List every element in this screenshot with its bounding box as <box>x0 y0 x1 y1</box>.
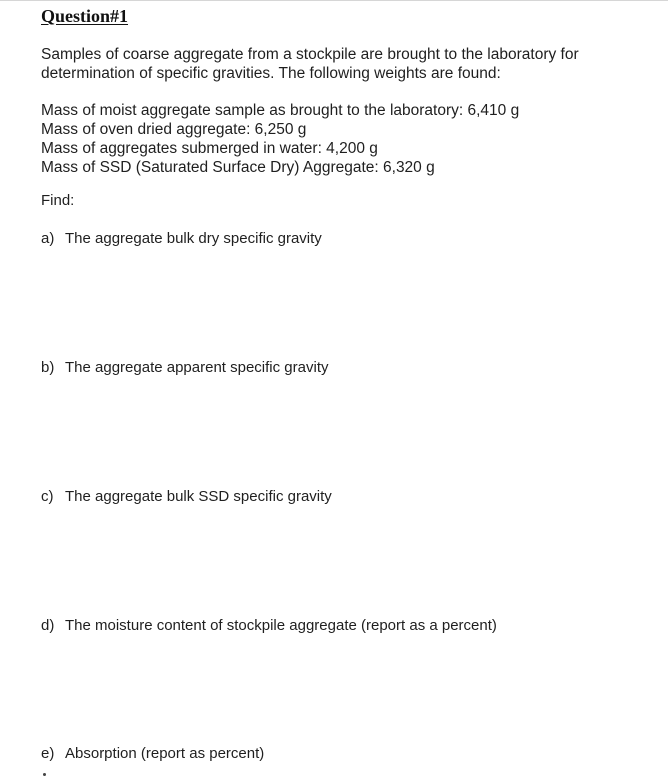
given-submerged-mass: Mass of aggregates submerged in water: 4,200 g <box>41 140 378 157</box>
question-b-letter: b) <box>41 359 55 376</box>
question-d-text: The moisture content of stockpile aggregate (report as a percent) <box>65 617 497 634</box>
question-c-letter: c) <box>41 488 54 505</box>
question-c-text: The aggregate bulk SSD specific gravity <box>65 488 332 505</box>
given-masses-list <box>41 101 641 177</box>
top-divider <box>0 0 668 1</box>
problem-intro: Samples of coarse aggregate from a stockpile are brought to the laboratory for determination of specific gravities. The following weights are found: <box>41 46 579 82</box>
question-heading: Question#1 <box>41 6 129 26</box>
question-a <box>41 230 322 247</box>
question-a-text: The aggregate bulk dry specific gravity <box>65 230 322 247</box>
question-d-letter: d) <box>41 617 55 634</box>
question-a-letter: a) <box>41 230 55 247</box>
question-c <box>41 488 332 505</box>
given-ssd-mass: Mass of SSD (Saturated Surface Dry) Aggregate: 6,320 g <box>41 159 435 176</box>
question-b <box>41 359 329 376</box>
question-d <box>41 617 497 634</box>
question-b-text: The aggregate apparent specific gravity <box>65 359 329 376</box>
given-moist-mass: Mass of moist aggregate sample as brought to the laboratory: 6,410 g <box>41 102 520 119</box>
given-oven-dry-mass: Mass of oven dried aggregate: 6,250 g <box>41 121 307 138</box>
find-label: Find: <box>41 192 75 209</box>
question-e-letter: e) <box>41 745 55 762</box>
stray-dot-mark <box>43 773 46 776</box>
question-e-text: Absorption (report as percent) <box>65 745 265 762</box>
question-e <box>41 745 264 762</box>
